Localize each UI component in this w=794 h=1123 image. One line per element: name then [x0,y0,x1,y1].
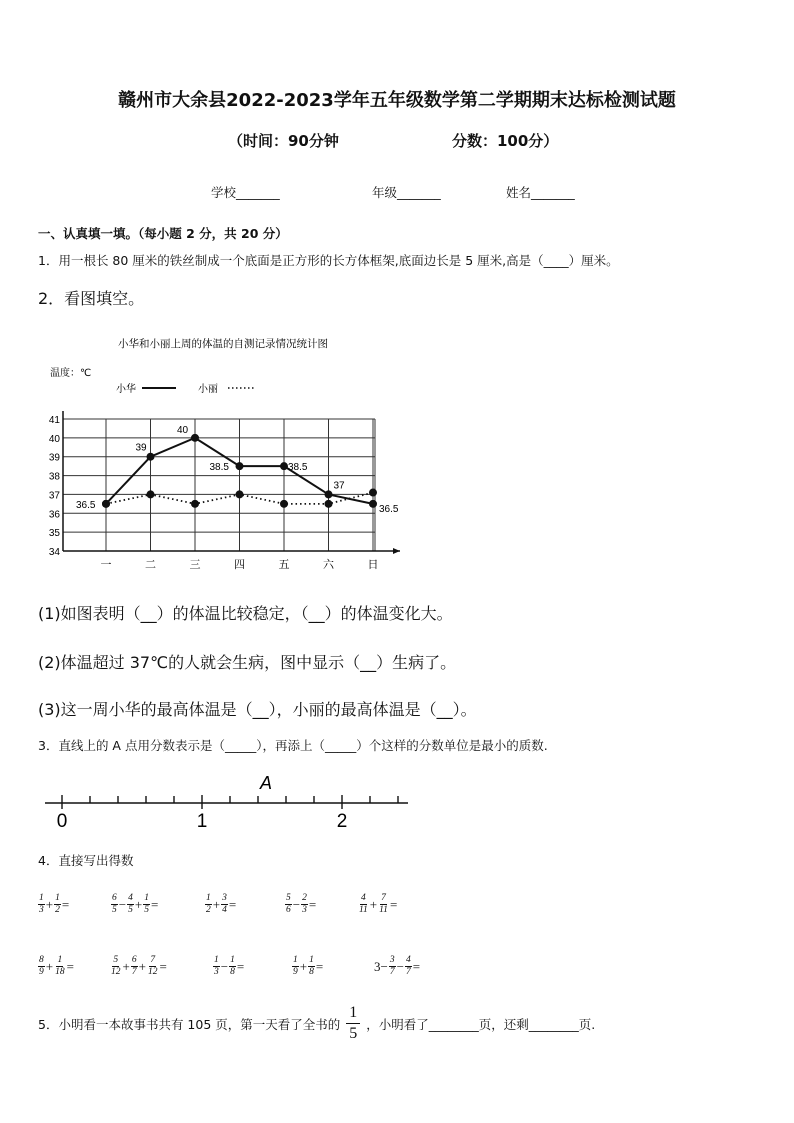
fraction [221,893,228,916]
fraction-numerator: 1 [346,1003,360,1024]
fraction [405,955,412,978]
x-tick-label: 二 [145,559,156,571]
operator: + [45,896,54,912]
fraction-denominator: 6 [286,905,291,915]
xiaoli-point [147,490,155,498]
fraction-denominator: 12 [147,967,158,977]
fraction-denominator: 2 [55,905,60,915]
fraction [205,893,212,916]
number-line [40,765,415,835]
fraction-denominator: 7 [131,967,137,977]
fraction-numerator: 7 [150,955,156,965]
data-label: 38.5 [288,462,308,474]
chart-grid [63,419,375,551]
operator: − [118,896,127,912]
xiaohua-point [325,490,333,498]
fraction-denominator: 12 [111,967,121,977]
operator: = [66,958,74,974]
question-5-text-b: ，小明看了________页，还剩________页. [366,1016,596,1032]
fraction-numerator: 5 [286,893,291,903]
xiaoli-point [236,490,244,498]
fraction-denominator: 5 [128,905,133,915]
question-5-text-a: 5．小明看一本故事书共有 105 页，第一天看了全书的 [38,1016,341,1032]
calc-expression [285,893,317,916]
fraction [110,955,122,978]
question-2-part-2: (2)体温超过 37℃的人就会生病，图中显示（__）生病了。 [38,653,457,672]
number-line-label: 2 [336,811,348,832]
fraction-numerator: 1 [309,955,314,965]
fraction-numerator: 6 [112,893,117,903]
operator: = [228,896,237,912]
fraction-numerator: 8 [39,955,44,965]
fraction-numerator: 3 [389,955,395,965]
fraction-denominator: 3 [302,905,307,915]
calc-expression [205,893,237,916]
fraction [389,955,396,978]
operator: + [45,958,54,974]
point-a-label: A [260,773,273,793]
name-field: 姓名_______ [506,185,575,200]
fraction-numerator: 1 [55,893,60,903]
y-tick-label: 36 [48,509,60,521]
chart-y-label: 温度：℃ [50,368,92,379]
fraction [292,955,299,978]
xiaohua-point [191,434,199,442]
calc-expression [110,955,168,978]
fraction-numerator: 1 [144,893,149,903]
operator: = [389,896,398,912]
section-heading: 一、认真填一填。（每小题 2 分，共 20 分） [38,226,288,241]
operator: + [122,958,130,974]
fraction [131,955,138,978]
operator: − [292,896,301,912]
xiaohua-point [236,462,244,470]
fraction [378,893,389,916]
data-label: 37 [333,480,345,492]
exam-score: 分数：100分） [452,132,559,150]
number-line-label: 0 [56,811,68,832]
legend-xiaohua: 小华 [116,384,136,395]
temperature-chart [38,330,418,575]
fraction-denominator: 8 [230,967,235,977]
data-label: 38.5 [209,462,229,474]
page-title: 赣州市大余县2022-2023学年五年级数学第二学期期末达标检测试题 [118,90,676,111]
operator: + [212,896,221,912]
fraction [308,955,315,978]
data-label: 39 [135,442,147,454]
calc-expression [358,893,398,916]
fraction-denominator: 5 [144,905,149,915]
exam-time: （时间：90分钟 [228,132,339,150]
fraction-numerator: 1 [206,893,211,903]
fraction [54,893,61,916]
fraction-numerator: 7 [381,893,386,903]
x-tick-label: 五 [278,559,290,571]
xiaohua-point [147,453,155,461]
fraction [147,955,159,978]
fraction-denominator: 9 [293,967,298,977]
chart-axes [49,411,400,571]
fraction-numerator: 3 [222,893,227,903]
data-label: 36.5 [76,499,96,511]
question-5-fraction [346,1003,360,1044]
x-tick-label: 四 [234,559,245,571]
x-tick-label: 三 [189,559,201,571]
fraction-denominator: 3 [214,967,219,977]
question-4: 4．直接写出得数 [38,853,134,868]
fraction-denominator: 2 [206,905,211,915]
x-tick-label: 六 [323,559,334,571]
fraction [301,893,308,916]
y-tick-label: 40 [48,433,60,445]
xiaoli-point [280,500,288,508]
number-line-marks [45,773,408,832]
fraction-denominator: 9 [39,967,44,977]
data-label: 40 [177,424,189,436]
fraction-denominator: 11 [379,905,388,915]
calc-expression [38,893,70,916]
fraction [111,893,118,916]
fraction-denominator: 8 [309,967,314,977]
y-tick-label: 34 [48,547,60,558]
calc-expression [292,955,324,978]
xiaoli-point [369,489,377,497]
operator: + [369,896,378,912]
calc-expression [111,893,159,916]
xiaoli-point [102,500,110,508]
fraction [213,955,220,978]
y-tick-label: 38 [48,471,60,483]
y-tick-label: 37 [48,490,60,502]
fraction [285,893,292,916]
operator: = [412,958,421,974]
fraction-numerator: 4 [405,955,411,965]
question-2-part-1: (1)如图表明（__）的体温比较稳定，（__）的体温变化大。 [38,604,453,623]
fraction-denominator: 11 [359,905,368,915]
fraction-numerator: 1 [57,955,63,965]
legend-xiaoli: 小丽 [198,384,218,395]
fraction [38,893,45,916]
question-3: 3．直线上的 A 点用分数表示是（_____），再添上（_____）个这样的分数单位是最小的质数. [38,738,548,753]
operator: = [236,958,245,974]
question-5 [38,1003,595,1044]
fraction-numerator: 2 [302,893,307,903]
fraction [143,893,150,916]
fraction-numerator: 5 [113,955,119,965]
school-field: 学校_______ [211,185,280,200]
chart-title: 小华和小丽上周的体温的自测记录情况统计图 [118,338,328,350]
x-axis-arrow [393,548,400,554]
fraction-denominator: 5 [112,905,117,915]
operator: + [299,958,308,974]
fraction-denominator: 5 [349,1025,358,1042]
fraction [358,893,369,916]
xiaoli-point [325,500,333,508]
fraction-numerator: 4 [128,893,133,903]
x-tick-label: 一 [100,559,112,571]
xiaoli-point [191,500,199,508]
fraction-numerator: 1 [293,955,298,965]
operator: 3− [374,958,388,974]
calc-expression [38,955,75,978]
calc-expression [213,955,245,978]
fraction-denominator: 3 [39,905,44,915]
fraction [229,955,236,978]
y-tick-label: 39 [48,452,60,464]
fraction-numerator: 1 [230,955,235,965]
operator: = [159,958,167,974]
operator: + [138,958,146,974]
fraction-denominator: 7 [389,967,395,977]
fraction-numerator: 1 [39,893,44,903]
question-2-part-3: (3)这一周小华的最高体温是（__），小丽的最高体温是（__）。 [38,700,477,719]
fraction [54,955,66,978]
y-tick-label: 41 [48,415,60,426]
operator: − [396,958,404,974]
operator: = [308,896,317,912]
calc-expression [373,955,421,978]
fraction [38,955,45,978]
number-line-label: 1 [196,811,208,832]
grade-field: 年级_______ [372,185,441,200]
operator: + [134,896,143,912]
operator: − [220,958,229,974]
operator: = [61,896,70,912]
x-tick-label: 日 [367,559,379,571]
fraction-denominator: 18 [55,967,65,977]
operator: = [315,958,324,974]
question-1: 1．用一根长 80 厘米的铁丝制成一个底面是正方形的长方体框架,底面边长是 5 厘米,高是（____）厘米。 [38,253,619,268]
xiaohua-point [369,500,377,508]
fraction-denominator: 4 [222,905,227,915]
fraction [127,893,134,916]
fraction-numerator: 6 [131,955,137,965]
question-2: 2．看图填空。 [38,289,145,308]
operator: = [150,896,159,912]
fraction-denominator: 7 [405,967,411,977]
fraction-numerator: 1 [214,955,219,965]
y-tick-label: 35 [48,528,60,540]
chart-marks [76,388,399,515]
xiaohua-point [280,462,288,470]
data-label: 36.5 [379,503,399,515]
fraction-numerator: 4 [361,893,366,903]
